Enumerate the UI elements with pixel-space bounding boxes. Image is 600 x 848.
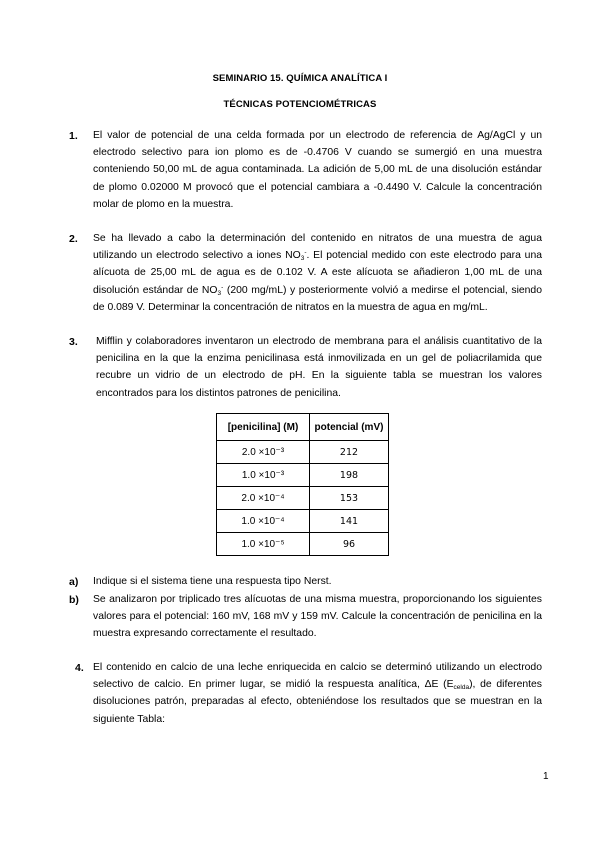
table-header-row (217, 414, 389, 441)
subquestion-b-letter: b) (69, 594, 79, 606)
table-row (217, 487, 389, 510)
problem-2-text: Se ha llevado a cabo la determinación del contenido en nitratos de una muestra de agua utilizando un electrodo selectivo a iones $NO_3^-$. El potencial medido con este electrodo para una alícuota de 25,00 mL de agua es de 0.102 V. A este alícuota se añadieron 1,00 mL de una disolución estándar de $NO_3^-$ (200 mg/mL) y posteriormente volvió a medirse el potencial, siendo de 0.089 V. Determinar la concentración de nitratos en la muestra de agua en mg/mL. (93, 233, 543, 313)
header-concentration: [penicilina] (M) (217, 414, 310, 441)
problem-3-number: 3. (69, 336, 78, 348)
problem-4-number: 4. (75, 662, 84, 674)
penicillin-table (216, 413, 389, 556)
concentration-cell: 1.0 ×10⁻³ (217, 464, 310, 487)
subquestion-a-text: Indique si el sistema tiene una respuesta tipo Nerst. (93, 576, 332, 587)
page-number: 1 (543, 771, 549, 782)
topic-title: TÉCNICAS POTENCIOMÉTRICAS (223, 99, 377, 110)
problem-4-text: El contenido en calcio de una leche enriquecida en calcio se determinó utilizando un electrodo selectivo de calcio. En primer lugar, se midió la respuesta analítica, ΔE $(E_{celda})$, de diferentes disoluciones patrón, preparadas al efecto, obteniéndose los resultados que se muestran en la siguiente Tabla: (93, 662, 542, 725)
concentration-cell: 2.0 ×10⁻⁴ (217, 487, 310, 510)
potential-cell: 198 (310, 464, 389, 487)
potential-cell: 96 (310, 533, 389, 556)
potential-cell: 212 (310, 441, 389, 464)
potential-cell: 153 (310, 487, 389, 510)
table-row (217, 464, 389, 487)
concentration-cell: 2.0 ×10⁻³ (217, 441, 310, 464)
concentration-cell: 1.0 ×10⁻⁵ (217, 533, 310, 556)
table-row (217, 510, 389, 533)
header-potential: potencial (mV) (310, 414, 389, 441)
problem-2-number: 2. (69, 233, 78, 245)
concentration-cell: 1.0 ×10⁻⁴ (217, 510, 310, 533)
potential-cell: 141 (310, 510, 389, 533)
problem-3-text: Mifflin y colaboradores inventaron un electrodo de membrana para el análisis cuantitativo de la penicilina en la que la enzima penicilinasa está inmovilizada en un gel de poliacrilamida que recubre un vidrio de un electrodo de pH. En la siguiente tabla se muestran los valores encontrados para los distintos patrones de penicilina. (96, 336, 542, 399)
problem-1-text: El valor de potencial de una celda formada por un electrodo de referencia de Ag/AgCl y un electrodo selectivo para ion plomo es de -0.4706 V cuando se sumergió en una muestra conteniendo 50,00 mL de agua contaminada. La adición de 5,00 mL de una disolución estándar de plomo 0.02000 M provocó que el potencial cambiara a -0.4490 V. Calcule la concentración molar de plomo en la muestra. (93, 130, 542, 210)
seminar-title: SEMINARIO 15. QUÍMICA ANALÍTICA I (212, 73, 388, 84)
subquestion-a-letter: a) (69, 576, 79, 588)
table-row (217, 533, 389, 556)
subquestion-b-text: Se analizaron por triplicado tres alícuotas de una misma muestra, proporcionando los siguientes valores para el potencial: 160 mV, 168 mV y 159 mV. Calcule la concentración de penicilina en la muestra expresando correctamente el resultado. (93, 594, 542, 640)
problem-1-number: 1. (69, 130, 78, 142)
table-row (217, 441, 389, 464)
